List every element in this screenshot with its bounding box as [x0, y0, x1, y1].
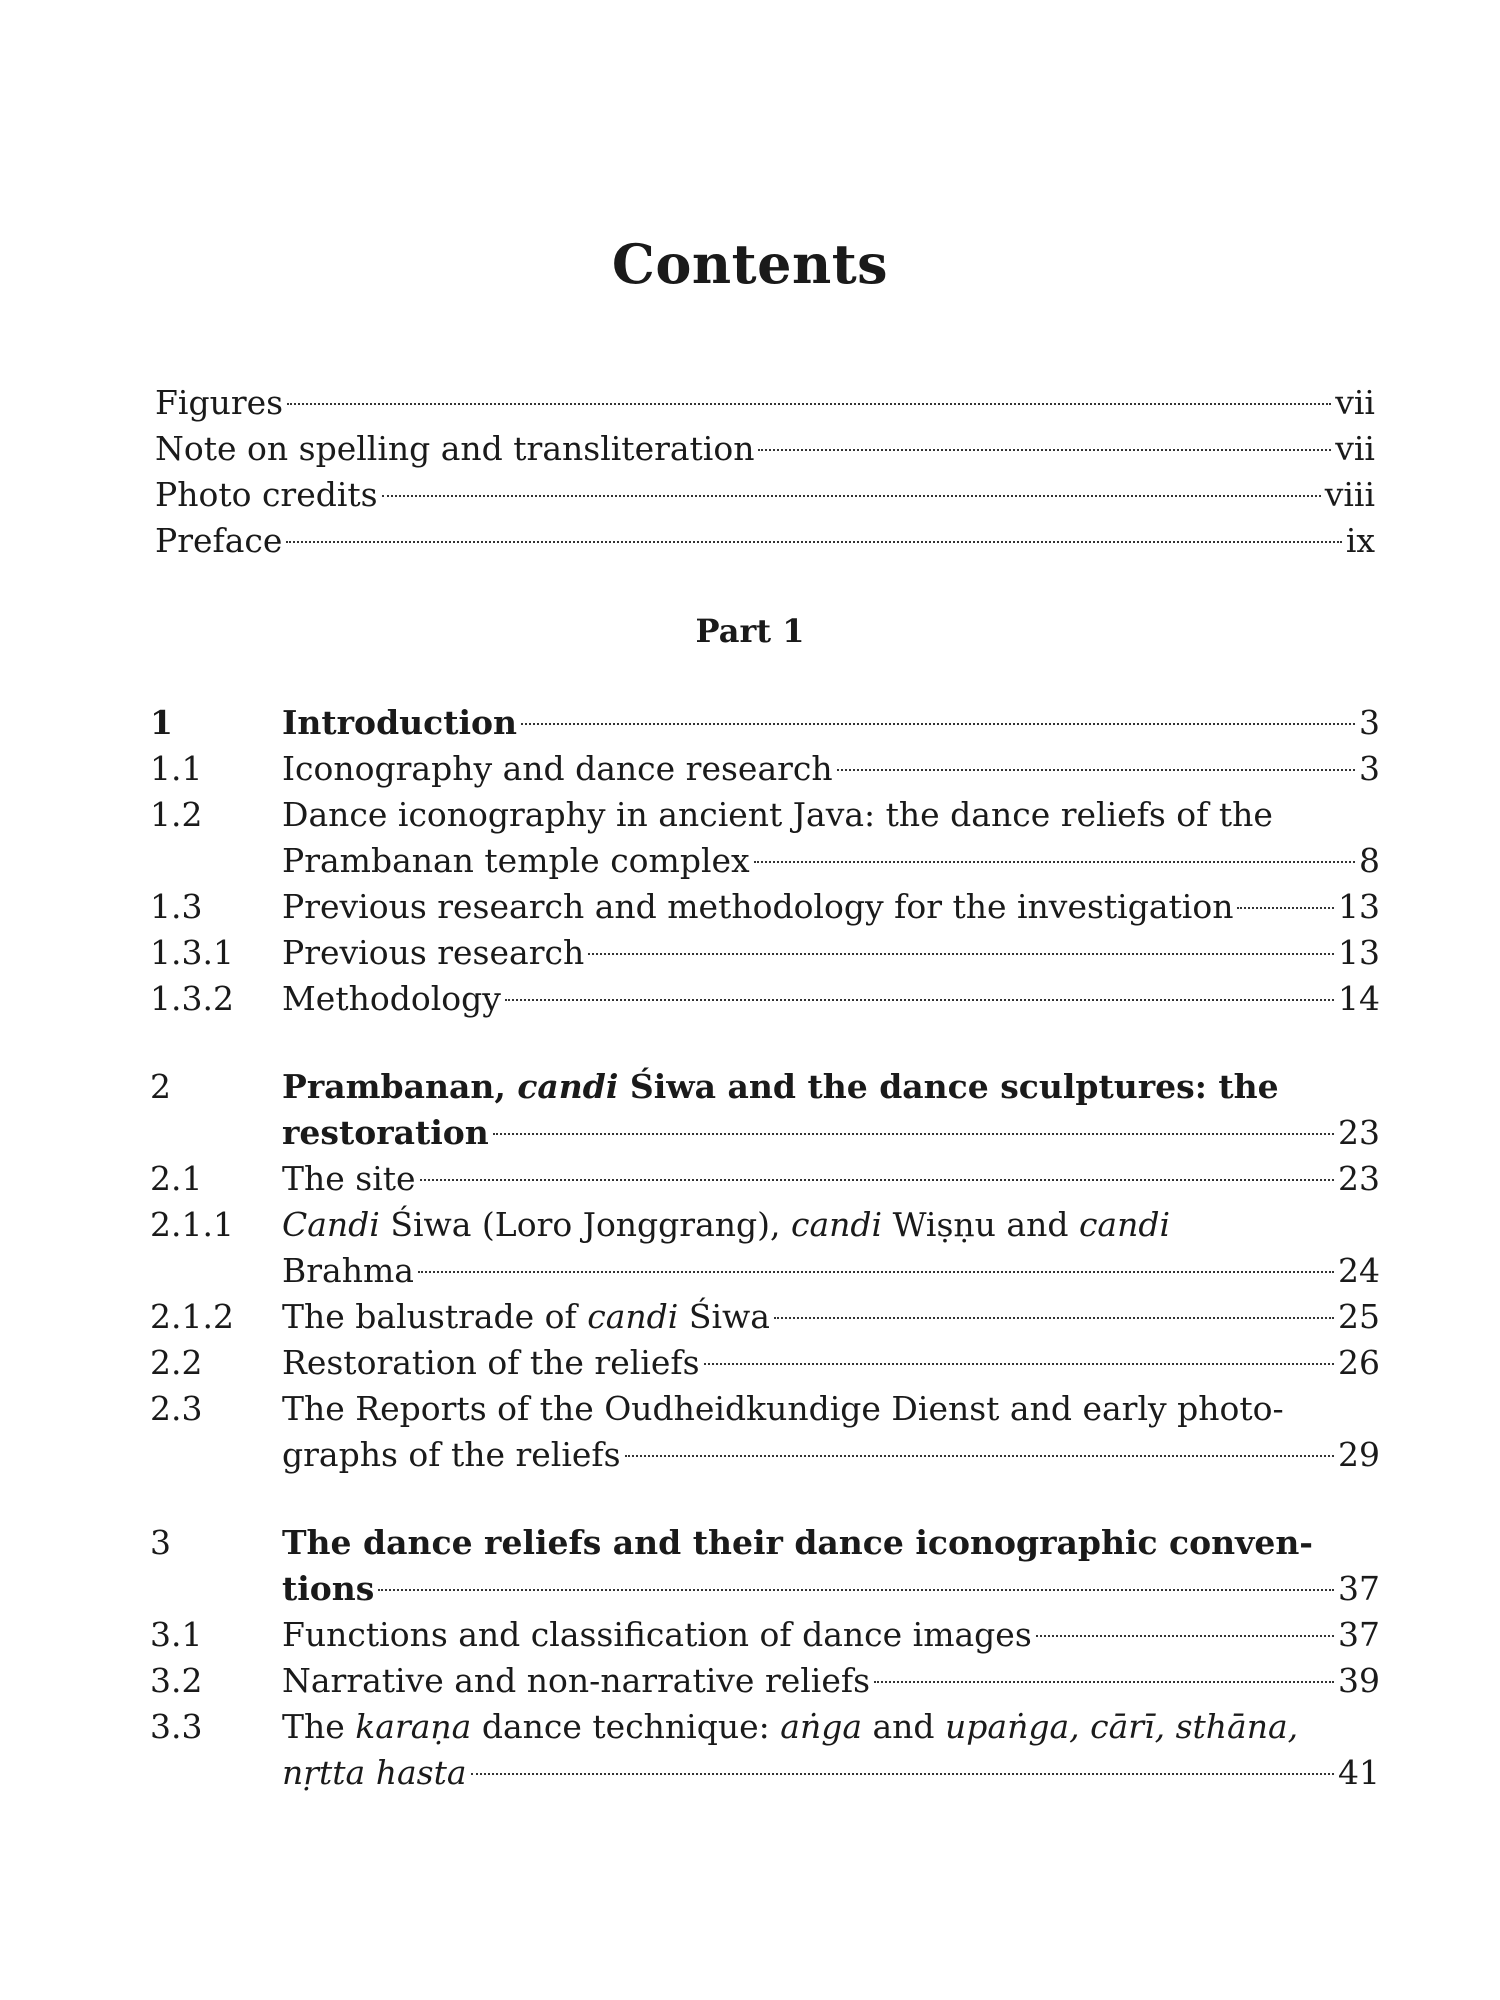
toc-entry: [155, 518, 1375, 564]
dot-leader: [382, 495, 1321, 497]
page-number: 26: [1338, 1343, 1380, 1382]
section-number: 1.3.1: [150, 933, 234, 972]
entry-title: Figures: [155, 383, 284, 422]
toc-entry: [150, 1202, 1380, 1294]
page-number: 41: [1338, 1753, 1380, 1792]
section-number: 1.1: [150, 749, 203, 788]
section-number: 1.2: [150, 795, 203, 834]
page-number: viii: [1324, 475, 1375, 514]
title-part: Śiwa and the dance sculptures: the: [618, 1067, 1279, 1106]
chapter-1: [150, 700, 1380, 1022]
title-italic: candi: [587, 1297, 679, 1336]
entry-title: restoration: [282, 1113, 489, 1152]
toc-entry: [150, 1386, 1380, 1478]
toc-entry: [150, 1294, 1380, 1340]
title-italic: Candi: [282, 1205, 380, 1244]
toc-body: [150, 700, 1380, 1838]
dot-leader: [418, 1271, 1334, 1273]
page-number: 25: [1338, 1297, 1380, 1336]
section-number: 2.2: [150, 1343, 203, 1382]
title-italic: candi: [791, 1205, 883, 1244]
toc-entry: [150, 1340, 1380, 1386]
page-number: 14: [1338, 979, 1380, 1018]
title-part: Prambanan,: [282, 1067, 518, 1106]
entry-title: Preface: [155, 521, 283, 560]
entry-title: Functions and classification of dance images: [282, 1615, 1032, 1654]
dot-leader: [588, 953, 1334, 955]
title-part: The balustrade of: [282, 1297, 588, 1336]
chapter-number: 2: [150, 1067, 171, 1106]
entry-title: Iconography and dance research: [282, 749, 833, 788]
dot-leader: [286, 541, 1341, 543]
entry-title: Methodology: [282, 979, 501, 1018]
section-number: 1.3: [150, 887, 203, 926]
entry-title: The site: [282, 1159, 416, 1198]
page-number: 39: [1338, 1661, 1380, 1700]
section-number: 3.2: [150, 1661, 203, 1700]
dot-leader: [758, 449, 1331, 451]
entry-title: graphs of the reliefs: [282, 1435, 621, 1474]
toc-entry: [155, 472, 1375, 518]
page-number: 29: [1338, 1435, 1380, 1474]
page-number: 3: [1359, 749, 1380, 788]
toc-entry: [150, 930, 1380, 976]
entry-title: Previous research: [282, 933, 585, 972]
section-number: 1.3.2: [150, 979, 234, 1018]
chapter-heading: [150, 700, 1380, 746]
entry-title: Prambanan temple complex: [282, 841, 750, 880]
dot-leader: [625, 1455, 1334, 1457]
page-number: 13: [1338, 933, 1380, 972]
chapter-number: 1: [150, 703, 173, 742]
title-italic: upaṅga, cārī, sthāna,: [945, 1707, 1299, 1746]
toc-entry: [150, 792, 1380, 884]
toc-entry: [150, 1658, 1380, 1704]
dot-leader: [704, 1363, 1334, 1365]
dot-leader: [505, 999, 1334, 1001]
section-number: 3.1: [150, 1615, 203, 1654]
page-title: Contents: [611, 232, 889, 296]
toc-entry: [150, 746, 1380, 792]
title-part: The: [282, 1707, 356, 1746]
toc-entry: [150, 1156, 1380, 1202]
dot-leader: [754, 861, 1355, 863]
dot-leader: [287, 403, 1331, 405]
dot-leader: [774, 1317, 1334, 1319]
section-number: 2.1.2: [150, 1297, 234, 1336]
chapter-heading: [150, 1520, 1380, 1612]
entry-title-line: [282, 1704, 1380, 1750]
toc-entry: [155, 380, 1375, 426]
toc-entry: [150, 1612, 1380, 1658]
page-number: 13: [1338, 887, 1380, 926]
entry-title: nṛtta hasta: [282, 1753, 467, 1792]
page-number: 3: [1359, 703, 1380, 742]
entry-title: Brahma: [282, 1251, 414, 1290]
toc-entry: [150, 976, 1380, 1022]
section-number: 2.1: [150, 1159, 203, 1198]
page-number: vii: [1335, 383, 1375, 422]
entry-title-line: Dance iconography in ancient Java: the dance reliefs of the: [282, 795, 1273, 834]
section-number: 3.3: [150, 1707, 203, 1746]
toc-entry: [150, 1704, 1380, 1796]
entry-title: Restoration of the reliefs: [282, 1343, 700, 1382]
entry-title: Note on spelling and transliteration: [155, 429, 755, 468]
dot-leader: [1237, 907, 1334, 909]
title-italic: karaṇa: [355, 1707, 472, 1746]
page-number: 8: [1359, 841, 1380, 880]
entry-title: Narrative and non-narrative reliefs: [282, 1661, 871, 1700]
entry-title: [282, 1294, 770, 1340]
entry-title-line: [282, 1064, 1380, 1110]
dot-leader: [378, 1589, 1334, 1591]
entry-title: Previous research and methodology for the investigation: [282, 887, 1234, 926]
page-number: 37: [1338, 1569, 1380, 1608]
entry-title-line: [282, 1202, 1380, 1248]
chapter-2: [150, 1064, 1380, 1478]
page-number: ix: [1345, 521, 1375, 560]
title-part: Wiṣṇu and: [882, 1205, 1079, 1244]
dot-leader: [420, 1179, 1334, 1181]
dot-leader: [874, 1681, 1334, 1683]
title-part: and: [862, 1707, 946, 1746]
dot-leader: [493, 1133, 1334, 1135]
page-number: 23: [1338, 1113, 1380, 1152]
title-italic: candi: [1078, 1205, 1171, 1244]
entry-title-line: The dance reliefs and their dance iconographic conven-: [282, 1523, 1314, 1562]
front-matter-list: [155, 380, 1375, 564]
entry-title: tions: [282, 1569, 375, 1608]
part-heading: Part 1: [695, 612, 805, 650]
page-number: vii: [1335, 429, 1375, 468]
title-part: dance technique:: [471, 1707, 781, 1746]
chapter-heading: [150, 1064, 1380, 1156]
entry-title: Introduction: [282, 703, 518, 742]
dot-leader: [837, 769, 1355, 771]
section-number: 2.3: [150, 1389, 203, 1428]
dot-leader: [1036, 1635, 1334, 1637]
title-italic: aṅga: [780, 1707, 862, 1746]
title-part: Śiwa: [678, 1297, 770, 1336]
chapter-number: 3: [150, 1523, 171, 1562]
entry-title-line: The Reports of the Oudheidkundige Dienst and early photo-: [282, 1389, 1284, 1428]
page-number: 37: [1338, 1615, 1380, 1654]
dot-leader: [521, 723, 1355, 725]
dot-leader: [471, 1773, 1334, 1775]
chapter-3: [150, 1520, 1380, 1796]
toc-entry: [155, 426, 1375, 472]
title-part: Śiwa (Loro Jonggrang),: [379, 1205, 791, 1244]
page-number: 24: [1338, 1251, 1380, 1290]
title-italic: candi: [517, 1067, 619, 1106]
section-number: 2.1.1: [150, 1205, 234, 1244]
page-number: 23: [1338, 1159, 1380, 1198]
entry-title: Photo credits: [155, 475, 378, 514]
toc-entry: [150, 884, 1380, 930]
